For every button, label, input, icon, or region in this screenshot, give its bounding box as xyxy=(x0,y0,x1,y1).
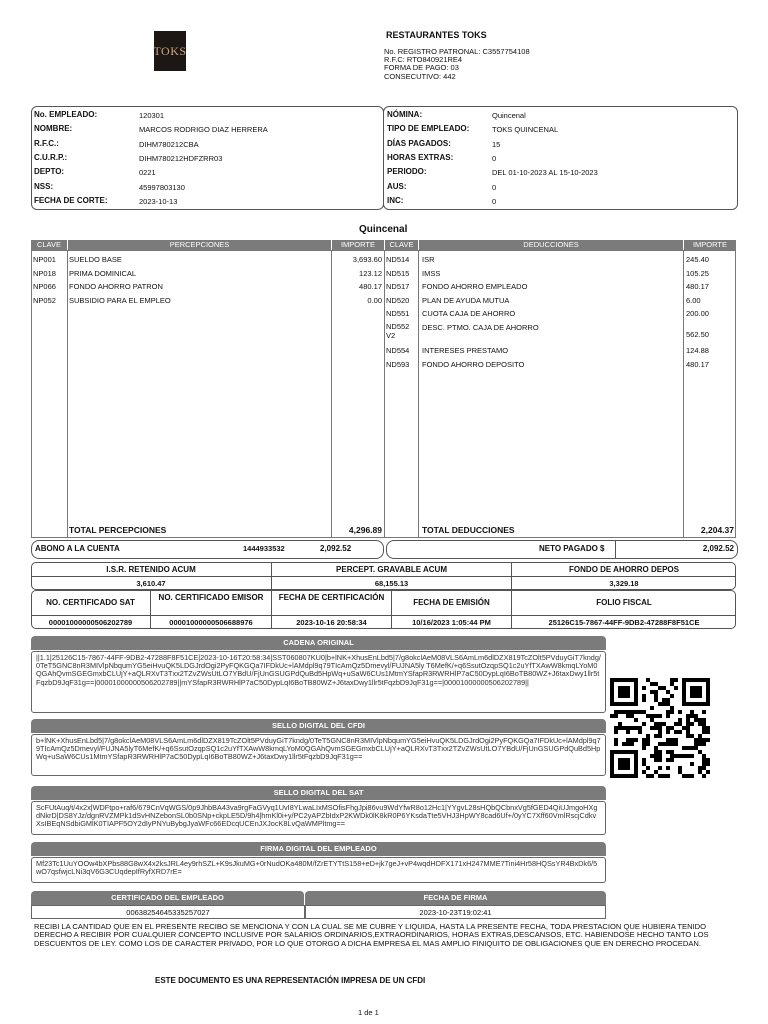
folio-fiscal-label: FOLIO FISCAL xyxy=(596,598,652,607)
total-deducciones-label: TOTAL DEDUCCIONES xyxy=(422,525,515,535)
row-clave: ND554 xyxy=(386,346,410,355)
row-importe: 123.12 xyxy=(359,268,382,278)
fecha-firma-value: 2023-10-23T19:02:41 xyxy=(419,908,492,917)
cert-empleado-header: CERTIFICADO DEL EMPLEADO xyxy=(31,891,304,905)
row-clave: NP052 xyxy=(33,295,56,305)
row-importe: 124.88 xyxy=(686,346,709,355)
left-label-1 xyxy=(34,124,72,133)
right-label-2 xyxy=(387,139,451,148)
company-logo: TOKS xyxy=(154,31,186,71)
right-value-3: 0 xyxy=(492,153,497,163)
row-clave: ND515 xyxy=(386,268,410,278)
row-importe: 245.40 xyxy=(686,255,709,264)
row-clave: NP001 xyxy=(33,255,56,264)
page-number: 1 de 1 xyxy=(358,1008,379,1017)
percept-gravable-value: 68,155.13 xyxy=(374,579,409,588)
firma-empleado-text: Mf23Tc1UuYOOw4bXPbs88G8wX4x2ksJRL4ey9rhSZL+K9sJkuMG+0rNudOKa480M/fZrETYTtS158+eD+jk7geJ+vP4wqdHDFX171xH247MME7Tini4Hr58HQSsYR4BxDk6/5wO7qsfwjcLNi3qV6G3CUqdepIfRyfXRD7rE= xyxy=(31,857,606,883)
left-value-4: 0221 xyxy=(139,168,156,178)
row-description: FONDO AHORRO PATRON xyxy=(69,282,163,292)
left-value-1: MARCOS RODRIGO DIAZ HERRERA xyxy=(139,125,268,135)
fondo-ahorro-value: 3,329.18 xyxy=(609,579,639,588)
left-label-5 xyxy=(34,182,53,191)
total-percepciones-value: 4,296.89 xyxy=(348,525,382,535)
isr-acum-value: 3,610.47 xyxy=(136,579,166,588)
row-clave: ND593 xyxy=(386,359,410,369)
field-label: No. EMPLEADO: xyxy=(34,110,98,119)
cadena-original-text: ||1.1|25126C15-7867-44FF-9DB2-47288F8F51CE|2023-10-16T20:58:34|SST060807KU0|b+lNK+XhusEnLbd5|7/g8okclAeM08VLS6AmLm6dlDZX819TcZOlt5PVduyGiT7kndg/0TeT5GNC8nR3MIVlpNbqumYG5eiHvuQK5LDGJrdOgi2PyFQKGQa7IFDkUc+lAMdpl9q79TIcAmQz5Dmevyl/FUJNA5ly T6MefK/+q6SsutOzqpSQ1c2uYfTXAwW8kmqLYoM0QGAhQvmSGEGmxbCLUjY+aQLRXvT3Txx2TZvZWsUtLO7YBdU/FjUnGSUGPdQuBd5HpWq+uSaW6CUs1MtmYSfapR3RWRHlP7aC50DypLqI6BoTB80WZ+J6taxDwy1llr5tFqzbD9JqF31g==|00001000000506202789||mYSfapR3RWRHlP7aC50DypLqI6BoTB80WZ+J6taxDwy1llr5tFqzbD9JqF31g==|00001000000506202789|| xyxy=(31,651,606,713)
row-importe: 480.17 xyxy=(686,359,709,369)
row-description: INTERESES PRESTAMO xyxy=(422,346,509,355)
field-label: FECHA DE CORTE: xyxy=(34,195,108,205)
abono-amount: 2,092.52 xyxy=(320,544,352,553)
left-label-4 xyxy=(34,167,64,176)
field-label: NSS: xyxy=(34,181,54,191)
row-clave: ND514 xyxy=(386,255,410,264)
field-label: DEPTO: xyxy=(34,167,65,177)
payroll-type-title: Quincenal xyxy=(359,224,408,235)
right-value-5: 0 xyxy=(492,182,497,192)
right-label-0 xyxy=(387,110,422,119)
row-description: PLAN DE AYUDA MUTUA xyxy=(422,295,510,305)
fecha-firma-header: FECHA DE FIRMA xyxy=(305,891,606,905)
field-label: C.U.R.P.: xyxy=(34,152,68,162)
left-value-6: 2023-10-13 xyxy=(139,196,178,206)
right-label-1 xyxy=(387,124,469,133)
col-divider xyxy=(683,250,684,538)
row-description: IMSS xyxy=(422,268,441,278)
consecutivo: CONSECUTIVO: 442 xyxy=(384,71,456,81)
sello-cfdi-header: SELLO DIGITAL DEL CFDI xyxy=(31,719,606,733)
left-label-0 xyxy=(34,110,97,119)
field-label: AUS: xyxy=(387,181,407,191)
right-label-3 xyxy=(387,153,453,162)
row-description: PRIMA DOMINICAL xyxy=(69,268,137,278)
row-description: SUBSIDIO PARA EL EMPLEO xyxy=(69,295,171,305)
right-label-6 xyxy=(387,196,403,205)
row-importe: 200.00 xyxy=(686,309,709,319)
neto-divider xyxy=(615,540,616,559)
left-value-0: 120301 xyxy=(139,111,165,120)
cert-sat-value: 00001000000506202789 xyxy=(48,618,133,627)
field-label: PERIODO: xyxy=(387,167,427,177)
right-label-5 xyxy=(387,182,407,191)
field-label: INC: xyxy=(387,195,404,205)
col-header-clave: CLAVE xyxy=(31,240,67,250)
fondo-ahorro-label: FONDO DE AHORRO DEPOS xyxy=(569,565,679,574)
total-deducciones-value: 2,204.37 xyxy=(700,525,734,535)
field-label: HORAS EXTRAS: xyxy=(387,152,454,162)
neto-label: NETO PAGADO $ xyxy=(539,544,605,553)
cert-hline xyxy=(31,615,736,616)
qr-code-icon xyxy=(610,678,710,778)
folio-fiscal-value: 25126C15-7867-44FF-9DB2-47288F8F51CE xyxy=(548,618,700,627)
left-value-3: DIHM780212HDFZRR03 xyxy=(139,153,223,163)
right-label-4 xyxy=(387,167,427,176)
abono-label: ABONO A LA CUENTA xyxy=(35,544,120,553)
sello-sat-header: SELLO DIGITAL DEL SAT xyxy=(31,786,606,800)
row-description: SUELDO BASE xyxy=(69,255,122,264)
right-value-4: DEL 01-10-2023 AL 15-10-2023 xyxy=(492,168,598,178)
row-importe: 480.17 xyxy=(686,282,709,292)
col-divider xyxy=(418,250,419,538)
right-value-6: 0 xyxy=(492,196,497,206)
col-header-percepciones: PERCEPCIONES xyxy=(68,240,331,250)
field-label: DÍAS PAGADOS: xyxy=(387,138,451,148)
registro-patronal: No. REGISTRO PATRONAL: C3557754108 xyxy=(384,47,530,56)
cert-emisor-label: NO. CERTIFICADO EMISOR xyxy=(158,593,264,602)
row-importe: 0.00 xyxy=(367,295,382,305)
row-clave: ND520 xyxy=(386,295,410,305)
col-header-deducciones: DEDUCCIONES xyxy=(419,240,683,250)
col-divider xyxy=(67,250,68,538)
field-label: R.F.C.: xyxy=(34,138,59,148)
row-clave: ND551 xyxy=(386,309,410,319)
left-label-6 xyxy=(34,196,107,205)
row-importe: 105.25 xyxy=(686,268,709,278)
left-label-2 xyxy=(34,139,59,148)
row-importe: 480.17 xyxy=(359,282,382,292)
row-clave: NP066 xyxy=(33,282,56,292)
row-importe: 6.00 xyxy=(686,295,701,305)
row-description: FONDO AHORRO EMPLEADO xyxy=(422,282,528,292)
right-value-0: Quincenal xyxy=(492,111,526,120)
isr-acum-label: I.S.R. RETENIDO ACUM xyxy=(106,565,196,574)
row-clave: ND517 xyxy=(386,282,410,292)
field-label: TIPO DE EMPLEADO: xyxy=(387,124,470,134)
firma-empleado-header: FIRMA DIGITAL DEL EMPLEADO xyxy=(31,842,606,856)
row-importe: 3,693.60 xyxy=(352,255,382,264)
col-header-importe: IMPORTE xyxy=(332,240,384,250)
row-clave: ND552 V2 xyxy=(386,322,410,340)
left-value-5: 45997803130 xyxy=(139,182,185,192)
cert-emisor-value: 00001000000506688976 xyxy=(169,618,253,627)
forma-de-pago: FORMA DE PAGO: 03 xyxy=(384,63,459,73)
percept-gravable-label: PERCEPT. GRAVABLE ACUM xyxy=(336,565,447,574)
company-name: RESTAURANTES TOKS xyxy=(386,30,487,40)
fecha-certificacion-value: 2023-10-16 20:58:34 xyxy=(296,618,367,627)
employer-info xyxy=(384,48,530,81)
col-header-clave-2: CLAVE xyxy=(385,240,418,250)
cert-empleado-value: 00638254645335257027 xyxy=(126,908,210,917)
col-divider xyxy=(384,250,385,538)
fecha-certificacion-label: FECHA DE CERTIFICACIÓN xyxy=(278,593,385,602)
row-description: CUOTA CAJA DE AHORRO xyxy=(422,309,516,319)
col-header-importe-2: IMPORTE xyxy=(684,240,736,250)
sello-cfdi-text: b+lNK+XhusEnLbd5|7/g8okclAeM08VLS6AmLm6dlDZX819TcZOlt5PVduyGiT7kndg/0TeT5GNC8nR3MIVlpNbqumYG5eiHvuQK5LDGJrdOgi2PyFQKGQa7IFDkUc+lAMdpl9q79TIcAmQz5Dmevyl/FUJNA5lyT6MefK/+q6SsutOzqpSQ1c2uYfTXAwW8kmqLYoM0QGAhQvmSGEGmxbCLUjY+aQLRXvT3Txx2TZvZWsUtLO7YBdU/FjUnGSUGPdQuBd5HpWq+uSaW6CUs1MtmYSfapR3RWRHlP7aC50DypLqI6BoTB80WZ+J6taxDwy1llr5tFqzbD9JqF31g== xyxy=(31,734,606,776)
cert-sat-label: NO. CERTIFICADO SAT xyxy=(46,598,135,607)
sello-sat-text: ScFUtAuq/t/4x2x|WDFtpo+raf6/679CnVqWGS/0p9JhbBA43va9rgFaGVyq1UvI8YLwaLIxMSOfisFhgJpi86vu9WdYfwR8o12Hc1|YYgvL28sHQbQCbnxVg5fGED4QiUJmgoHXgdNkrD|DS8YJz/dgnRVZMPk1dSvHNZebonSL0b0SNp+ckpLE5D/9h4|hmKl0i+y/PC2yAPZbIdxP2KWDk0lK8kR0P6YKsdaTte5VHJ3HpWY8cad6Uf+/0yYC7Xff60VmlRscjCdkvXsIBEqNSdbiGMlK0TIAPF5OY2dIyPNYuBybgJyaWFc66EDcqUCEnJXJocK8LvQaWMPltmg== xyxy=(31,801,606,835)
cfdi-note: ESTE DOCUMENTO ES UNA REPRESENTACIÓN IMPRESA DE UN CFDI xyxy=(155,976,426,985)
field-label: NOMBRE: xyxy=(34,124,73,134)
col-divider xyxy=(331,250,332,538)
row-importe: 562.50 xyxy=(686,330,709,339)
total-percepciones-label: TOTAL PERCEPCIONES xyxy=(69,525,167,535)
fecha-emision-label: FECHA DE EMISIÓN xyxy=(413,598,490,607)
employer-rfc: R.F.C: RTO840921RE4 xyxy=(384,55,463,65)
acum-hline xyxy=(31,576,736,577)
legal-statement: RECIBI LA CANTIDAD QUE EN EL PRESENTE RECIBO SE MENCIONA Y CON LA CUAL SE ME CUBRE Y LIQUIDA, HASTA LA PRESENTE FECHA, TODA PRESTACION QUE HUBIERA TENIDO DERECHO A RECIBIR POR CUALQUIER CONCEPTO INCLUSIVE POR SALARIOS ORDINARIOS,EXTRAORDINARIOS, HORAS EXTRAS,DESCANSOS, ETC. HABIENDOSE HECHO TANTO LOS DESCUENTOS DE LEY. COMO LOS DE CARACTER PRIVADO, POR LO QUE OTORGO A DICHA EMPRESA EL MAS AMPLIO FINIQUITO DE OBLIGACIONES QUE EN DERECHO PROCEDAN. xyxy=(34,922,709,948)
neto-amount: 2,092.52 xyxy=(702,544,734,553)
row-description: FONDO AHORRO DEPOSITO xyxy=(422,359,525,369)
left-label-3 xyxy=(34,153,67,162)
left-value-2: DIHM780212CBA xyxy=(139,139,199,149)
right-value-1: TOKS QUINCENAL xyxy=(492,125,559,135)
row-description: DESC. PTMO. CAJA DE AHORRO xyxy=(422,323,539,332)
fecha-emision-value: 10/16/2023 1:05:44 PM xyxy=(412,618,491,627)
row-clave: NP018 xyxy=(33,268,56,278)
right-value-2: 15 xyxy=(492,139,501,149)
abono-account: 1444933532 xyxy=(243,544,285,553)
cadena-original-header: CADENA ORIGINAL xyxy=(31,636,606,650)
row-description: ISR xyxy=(422,255,435,264)
field-label: NÓMINA: xyxy=(387,110,423,119)
